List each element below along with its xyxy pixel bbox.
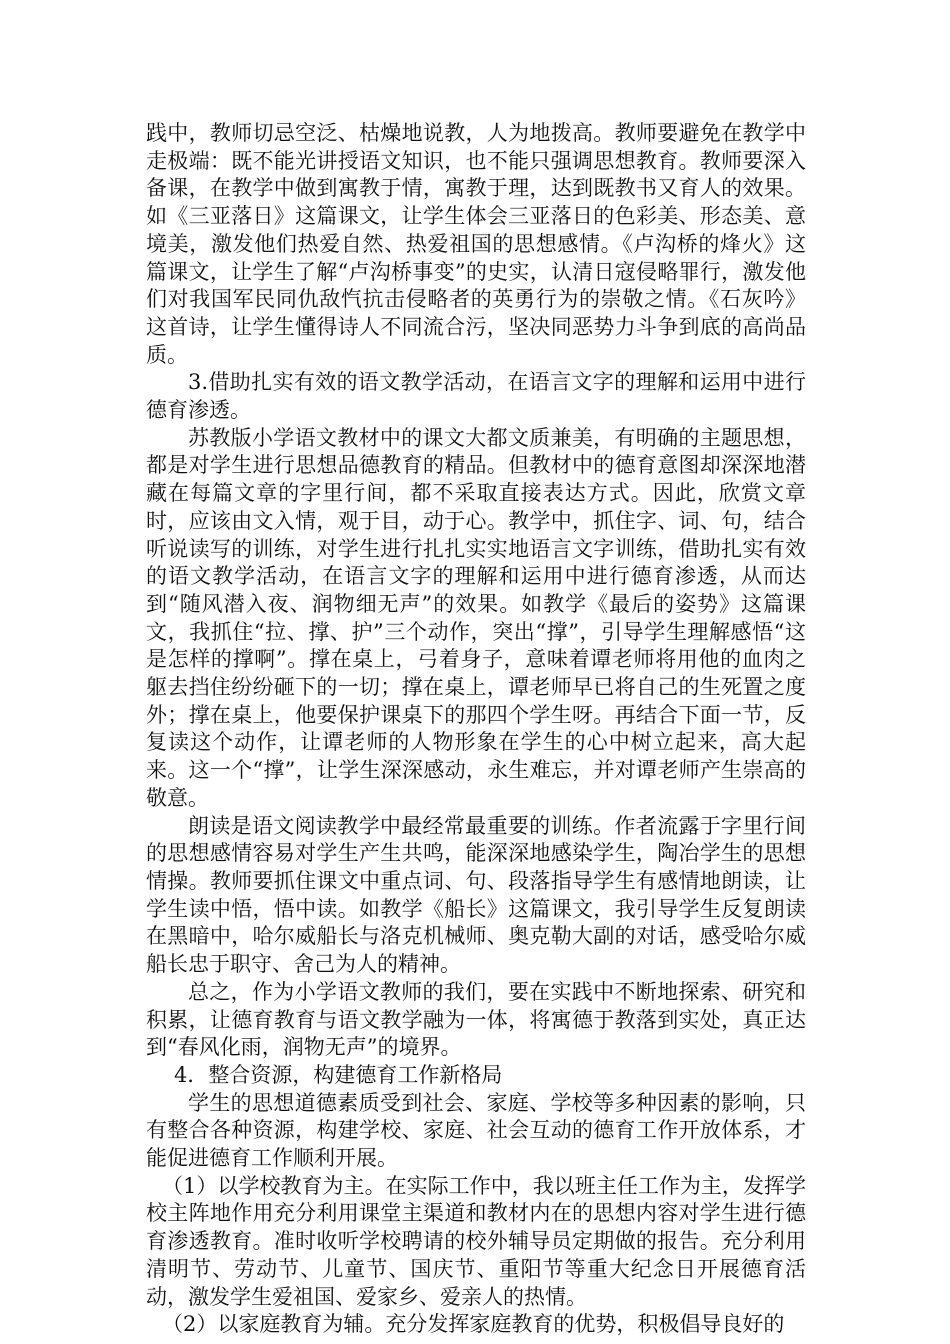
document-page (146, 120, 806, 1339)
paragraph-school-education: （1）以学校教育为主。在实际工作中，我以班主任工作为主，发挥学校主阵地作用充分利用课堂主渠道和教材内在的思想内容对学生进行德育渗透教育。准时收听学校聘请的校外辅导员定期做的报告。充分利用清明节、劳动节、儿童节、国庆节、重阳节等重大纪念日开展德育活动，激发学生爱祖国、爱家乡、爱亲人的热情。 (146, 1173, 806, 1309)
paragraph-reading-aloud: 朗读是语文阅读教学中最经常最重要的训练。作者流露于字里行间的思想感情容易对学生产生共鸣，能深深地感染学生，陶冶学生的思想情操。教师要抓住课文中重点词、句、段落指导学生有感情地朗读，让学生读中悟，悟中读。如教学《船长》这篇课文，我引导学生反复朗读在黑暗中，哈尔威船长与洛克机械师、奥克勒大副的对话，感受哈尔威船长忠于职守、舍己为人的精神。 (146, 813, 806, 977)
paragraph-sujiao-textbook: 苏教版小学语文教材中的课文大都文质兼美，有明确的主题思想，都是对学生进行思想品德教育的精品。但教材中的德育意图却深深地潜藏在每篇文章的字里行间，都不采取直接表达方式。因此，欣赏文章时，应该由文入情，观于目，动于心。教学中，抓住字、词、句，结合听说读写的训练，对学生进行扎扎实实地语言文字训练，借助扎实有效的语文教学活动，在语言文字的理解和运用中进行德育渗透，从而达到“随风潜入夜、润物细无声”的效果。如教学《最后的姿势》这篇课文，我抓住“拉、撑、护”三个动作，突出“撑”，引导学生理解感悟“这是怎样的撑啊”。撑在桌上，弓着身子，意味着谭老师将用他的血肉之躯去挡住纷纷砸下的一切；撑在桌上，谭老师早已将自己的生死置之度外；撑在桌上，他要保护课桌下的那四个学生呀。再结合下面一节，反复读这个动作，让谭老师的人物形象在学生的心中树立起来，高大起来。这一个“撑”，让学生深深感动，永生难忘，并对谭老师产生崇高的敬意。 (146, 425, 806, 810)
paragraph-conclusion: 总之，作为小学语文教师的我们，要在实践中不断地探索、研究和积累，让德育教育与语文教学融为一体，将寓德于教落到实处，真正达到“春风化雨，润物无声”的境界。 (146, 979, 806, 1060)
section-3-heading: 3.借助扎实有效的语文教学活动，在语言文字的理解和运用中进行德育渗透。 (146, 370, 806, 423)
paragraph-continuation: 践中，教师切忌空泛、枯燥地说教，人为地拨高。教师要避免在教学中走极端：既不能光讲授语文知识，也不能只强调思想教育。教师要深入备课，在教学中做到寓教于情，寓教于理，达到既教书又育人的效果。如《三亚落日》这篇课文，让学生体会三亚落日的色彩美、形态美、意境美，激发他们热爱自然、热爱祖国的思想感情。《卢沟桥的烽火》这篇课文，让学生了解“卢沟桥事变”的史实，认清日寇侵略罪行，激发他们对我国军民同仇敌忾抗击侵略者的英勇行为的崇敬之情。《石灰吟》这首诗，让学生懂得诗人不同流合污，坚决同恶势力斗争到底的高尚品质。 (146, 121, 806, 367)
paragraph-family-education: （2）以家庭教育为辅。充分发挥家庭教育的优势，积极倡导良好的 (162, 1312, 785, 1337)
section-4-heading: 4．整合资源，构建德育工作新格局 (174, 1062, 503, 1087)
paragraph-integrate-resources: 学生的思想道德素质受到社会、家庭、学校等多种因素的影响，只有整合各种资源，构建学校、家庭、社会互动的德育工作开放体系，才能促进德育工作顺利开展。 (146, 1090, 806, 1171)
